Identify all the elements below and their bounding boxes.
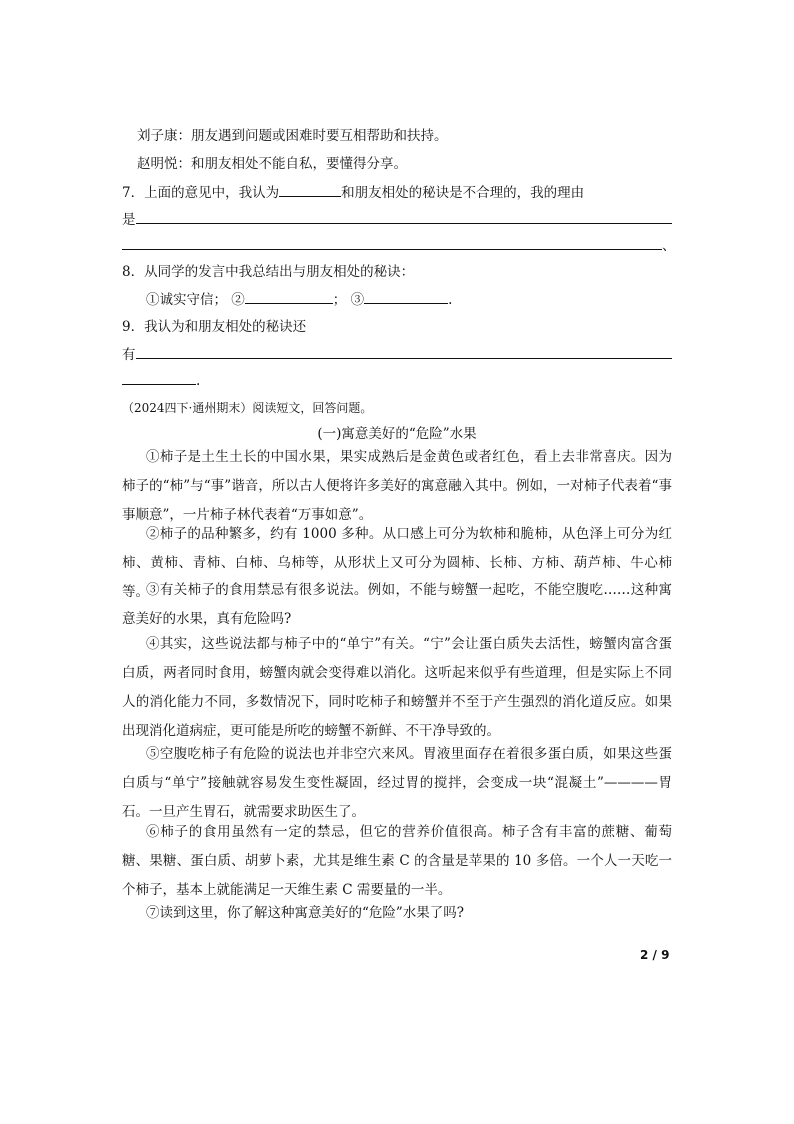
- question-7: [122, 183, 584, 202]
- reading-source: （2024四下·通州期末）阅读短文，回答问题。: [122, 401, 373, 415]
- opinion-zhao: 赵明悦：和朋友相处不能自私，要懂得分享。: [137, 156, 407, 172]
- article-paragraph-4: ④其实，这些说法都与柿子中的“单宁”有关。“宁”会让蛋白质失去活性，螃蟹肉富含蛋白质，两者同时食用，螃蟹肉就会变得难以消化。这听起来似乎有些道理，但是实际上不同人的消化能力不同，多数情况下，同时吃柿子和螃蟹并不至于产生强烈的消化道反应。如果出现消化道病症，更可能是所吃的螃蟹不新鲜、不干净导致的。: [122, 636, 672, 739]
- q8-end: .: [448, 292, 453, 308]
- q7-reason-blank-1[interactable]: [136, 210, 672, 224]
- q7-answer-line-2: [122, 236, 676, 255]
- q9-end: .: [196, 373, 201, 389]
- q7-reason-blank-2[interactable]: [122, 236, 662, 250]
- article-paragraph-6: ⑥柿子的食用虽然有一定的禁忌，但它的营养价值很高。柿子含有丰富的蔗糖、葡萄糖、果糖、蛋白质、胡萝卜素，尤其是维生素 C 的含量是苹果的 10 多倍。一个人一天吃一个柿子，基本上就能满足一天维生素 C 需要量的一半。: [122, 824, 672, 898]
- q8-items: [146, 290, 452, 309]
- opinion-liu: 刘子康：朋友遇到问题或困难时要互相帮助和扶持。: [137, 128, 448, 144]
- q9-answer-line-1: [122, 345, 672, 364]
- q8-sep: ；: [332, 292, 347, 308]
- q9-answer-blank-1[interactable]: [136, 345, 672, 359]
- q8-item-3-label: ③: [350, 292, 365, 308]
- q9-answer-line-2: [122, 371, 200, 390]
- article-title: (一)寓意美好的“危险”水果: [317, 426, 477, 442]
- article-paragraph-7: ⑦读到这里，你了解这种寓意美好的“危险”水果了吗?: [146, 905, 465, 921]
- q8-item-3-blank[interactable]: [364, 290, 448, 304]
- q8-item-2-label: ②: [231, 292, 245, 308]
- article-paragraph-2: ②柿子的品种繁多，约有 1000 多种。从口感上可分为软柿和脆柿，从色泽上可分为红柿、黄柿、青柿、白柿、乌柿等，从形状上又可分为圆柿、长柿、方柿、葫芦柿、牛心柿等。: [122, 526, 672, 600]
- q7-answer-line-1: [122, 210, 672, 229]
- page-number: 2 / 9: [640, 948, 670, 962]
- q9-answer-blank-2[interactable]: [122, 371, 196, 385]
- q7-prefix: 7．上面的意见中，我认为: [122, 185, 280, 201]
- article-paragraph-5: ⑤空腹吃柿子有危险的说法也并非空穴来风。胃液里面存在着很多蛋白质，如果这些蛋白质与“单宁”接触就容易发生变性凝固，经过胃的搅拌，会变成一块“混凝土”————胃石。一旦产生胃石，就需要求助医生了。: [122, 746, 672, 820]
- q9-line2-prefix: 有: [122, 347, 136, 363]
- q7-line3-end: 、: [662, 238, 676, 254]
- q7-line2-prefix: 是: [122, 212, 136, 228]
- q8-item-2-blank[interactable]: [245, 290, 333, 304]
- question-9: 9．我认为和朋友相处的秘诀还: [122, 319, 307, 335]
- question-8: 8．从同学的发言中我总结出与朋友相处的秘诀：: [122, 264, 415, 280]
- q7-name-blank[interactable]: [279, 183, 341, 197]
- q7-suffix: 和朋友相处的秘诀是不合理的，我的理由: [341, 185, 585, 201]
- article-paragraph-3: ③有关柿子的食用禁忌有很多说法。例如，不能与螃蟹一起吃，不能空腹吃……这种寓意美好的水果，真有危险吗?: [122, 582, 672, 627]
- article-paragraph-1: ①柿子是土生土长的中国水果，果实成熟后是金黄色或者红色，看上去非常喜庆。因为柿子的“柿”与“事”谐音，所以古人便将许多美好的寓意融入其中。例如，一对柿子代表着“事事顺意”，一片柿子林代表着“万事如意”。: [122, 449, 672, 523]
- q8-item-1: ①诚实守信；: [146, 292, 227, 308]
